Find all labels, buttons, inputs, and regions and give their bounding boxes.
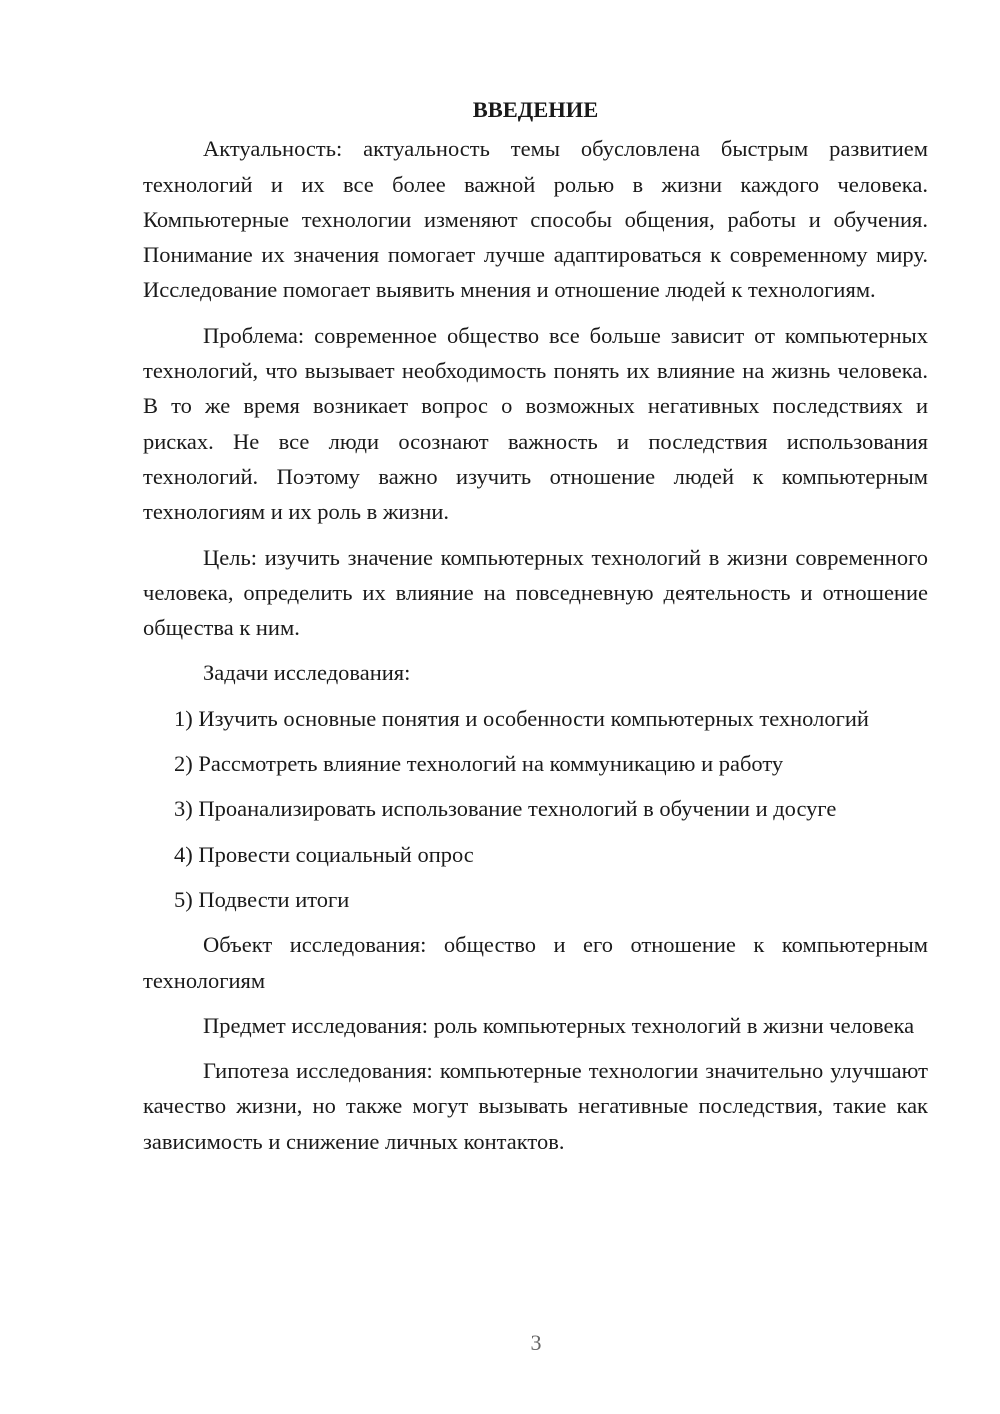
subject-paragraph: Предмет исследования: роль компьютерных технологий в жизни человека [203, 1012, 915, 1038]
document-page [143, 92, 928, 1169]
task-item: 4) Провести социальный опрос [174, 841, 474, 867]
task-item: 5) Подвести итоги [174, 886, 350, 912]
hypothesis-paragraph: Гипотеза исследования: компьютерные технологии значительно улучшают качество жизни, но также могут вызывать негативные последствия, такие как зависимость и снижение личных контактов. [143, 1058, 928, 1154]
task-item: 1) Изучить основные понятия и особенности компьютерных технологий [174, 705, 869, 731]
object-paragraph: Объект исследования: общество и его отношение к компьютерным технологиям [143, 932, 928, 993]
problem-paragraph: Проблема: современное общество все больше зависит от компьютерных технологий, что вызывает необходимость понять их влияние на жизнь человека. В то же время возникает вопрос о возможных негативных последствиях и рисках. Не все люди осознают важность и последствия использования технологий. Поэтому важно изучить отношение людей к компьютерным технологиям и их роль в жизни. [143, 322, 928, 525]
tasks-heading: Задачи исследования: [203, 660, 411, 686]
page-number: 3 [530, 1330, 542, 1355]
tasks-list [143, 701, 928, 917]
task-item: 2) Рассмотреть влияние технологий на коммуникацию и работу [174, 751, 784, 777]
task-item: 3) Проанализировать использование технологий в обучении и досуге [174, 796, 837, 822]
goal-paragraph: Цель: изучить значение компьютерных технологий в жизни современного человека, определить их влияние на повседневную деятельность и отношение общества к ним. [143, 544, 928, 641]
section-title: ВВЕДЕНИЕ [472, 97, 599, 122]
relevance-paragraph: Актуальность: актуальность темы обусловлена быстрым развитием технологий и их все более важной ролью в жизни каждого человека. Компьютерные технологии изменяют способы общения, работы и обучения. Понимание их значения помогает лучше адаптироваться к современному миру. Исследование помогает выявить мнения и отношение людей к технологиям. [143, 136, 928, 303]
